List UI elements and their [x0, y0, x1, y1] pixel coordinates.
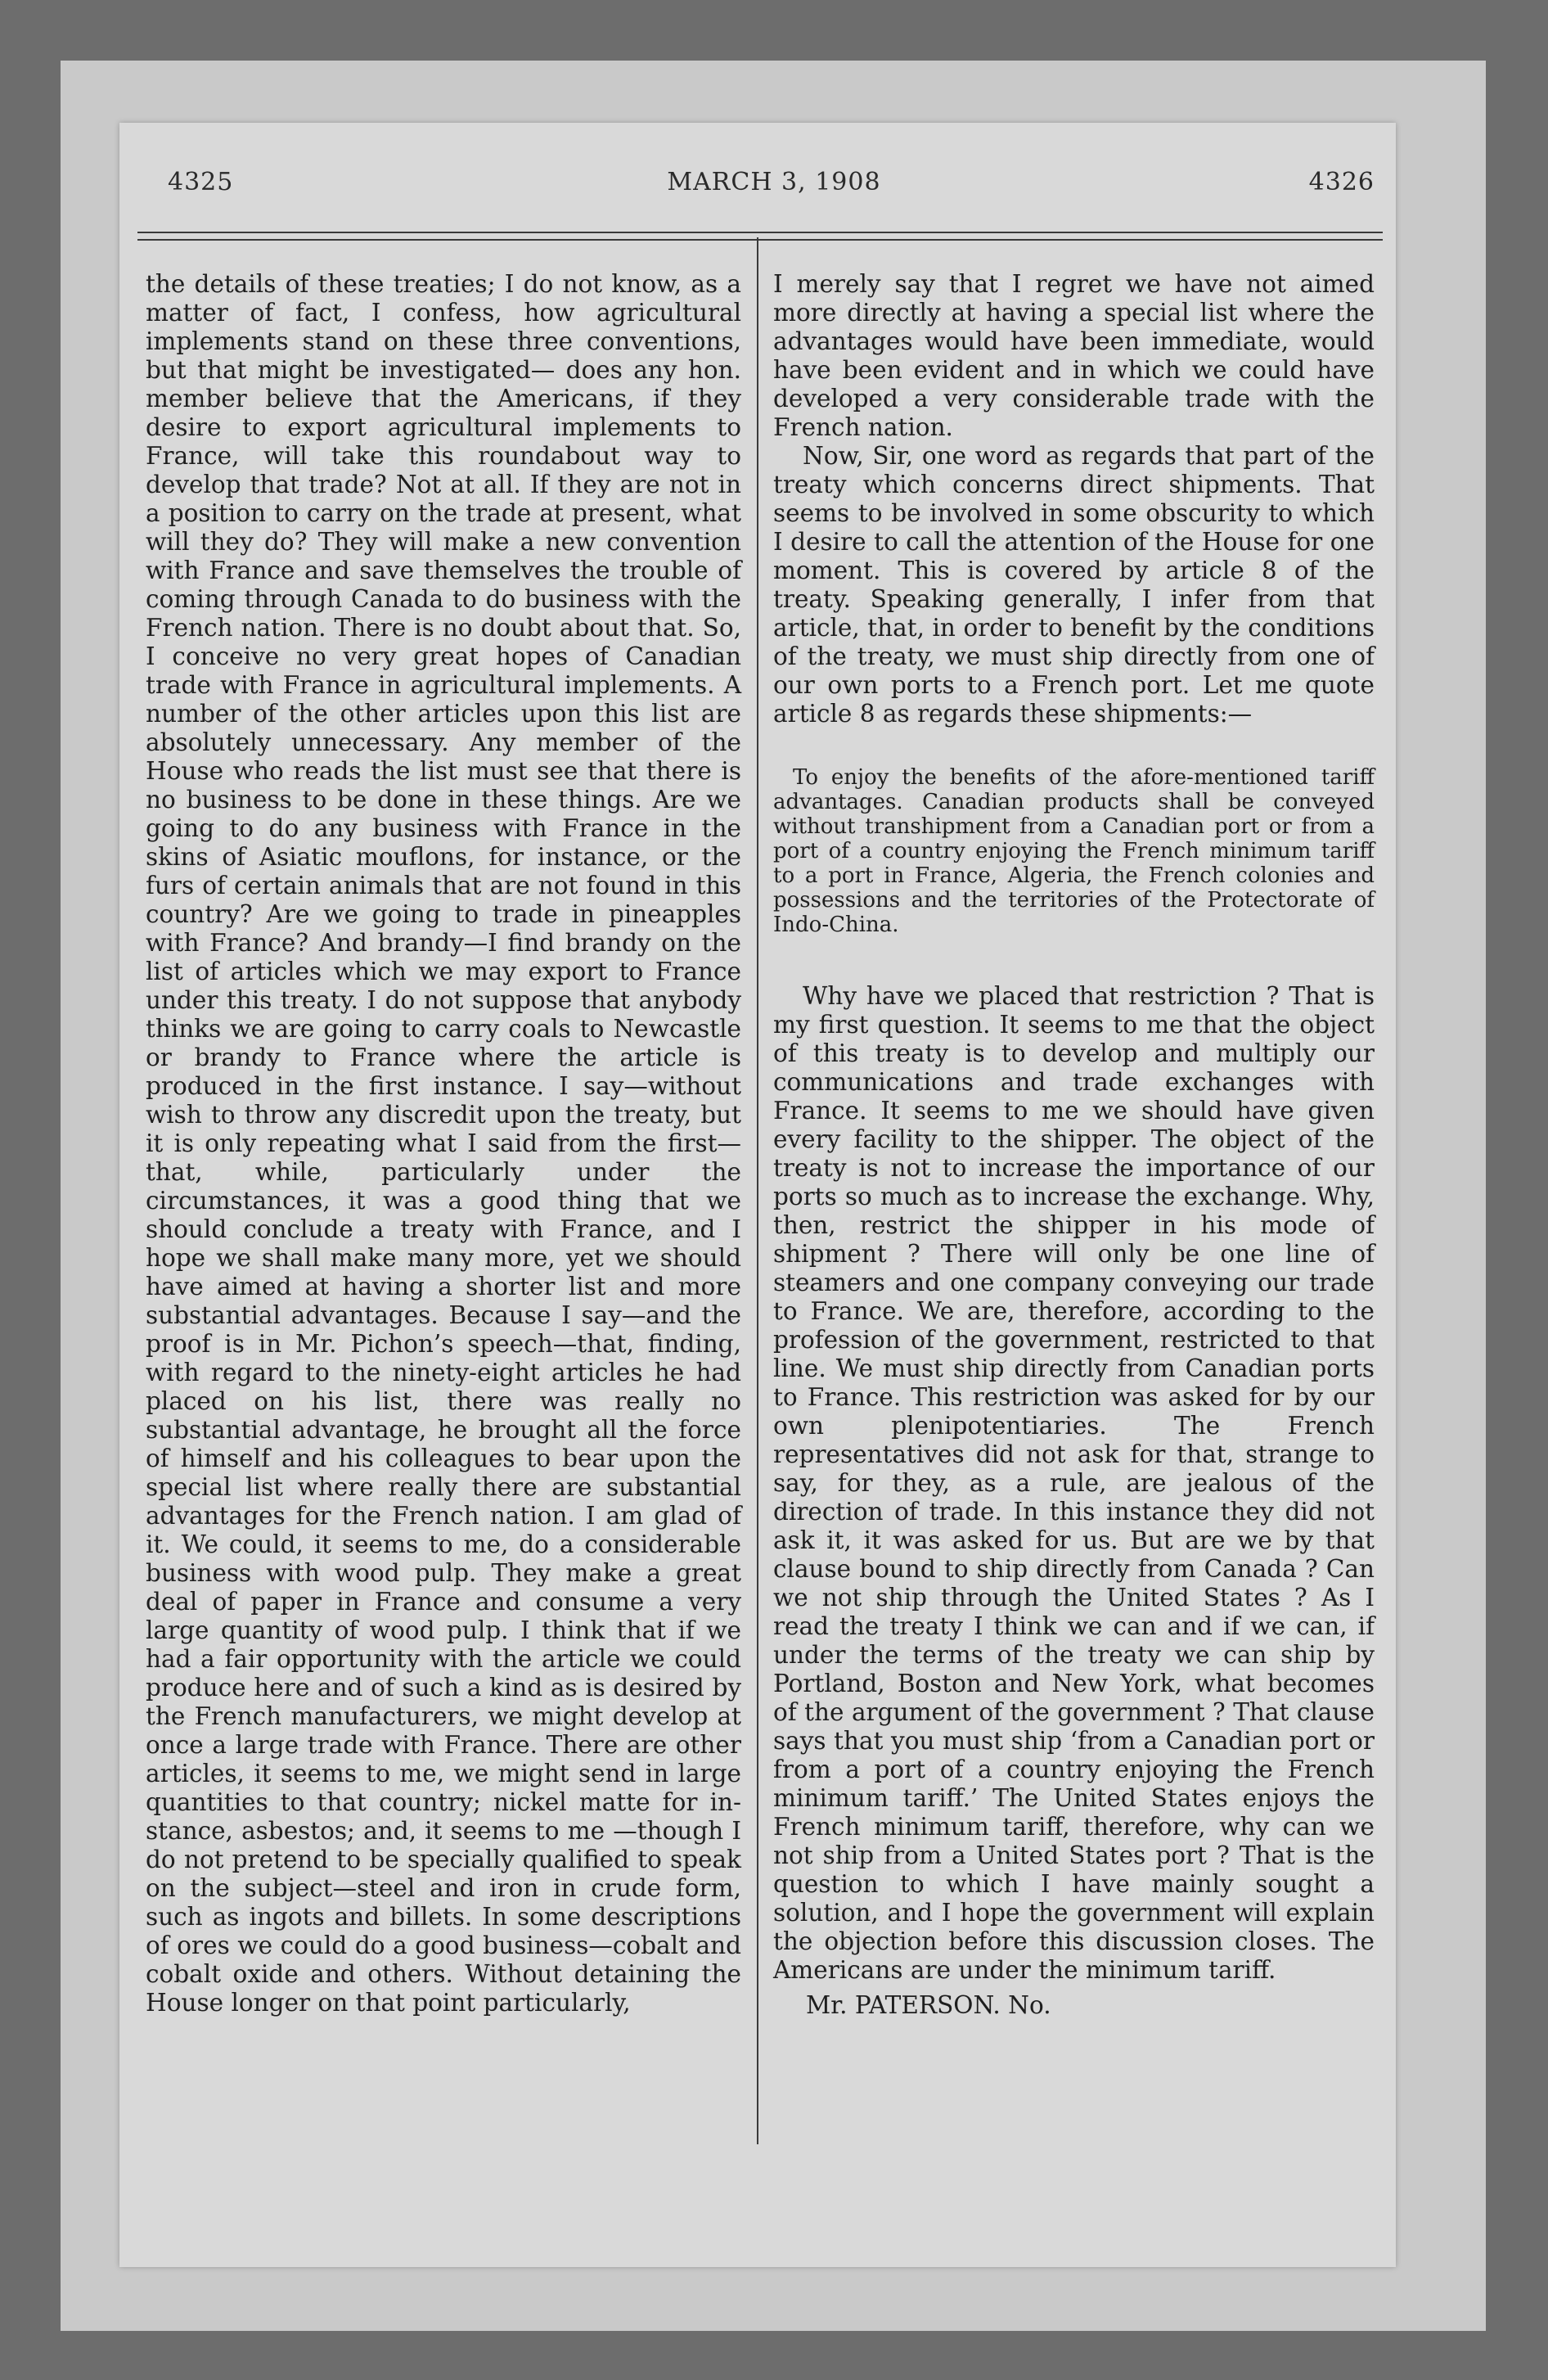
- treaty-quote: To enjoy the benefits of the afore-mentioned tariff advantages. Canadian products shall be conveyed without transhipment from a Canadian port or from a port of a country enjoying the French minimum tariff to a port in France, Algeria, the French colonies and possessions and the territories of the Protectorate of Indo-China.: [773, 765, 1375, 937]
- right-paragraph-2: Now, Sir, one word as regards that part of the treaty which concerns direct shipments. That seems to be involved in some obscurity to which I desire to call the attention of the House for one moment. This is covered by article 8 of the treaty. Speaking generally, I infer from that article, that, in order to benefit by the conditions of the treaty, we must ship directly from one of our own ports to a French port. Let me quote article 8 as regards these shipments:—: [773, 442, 1375, 728]
- speaker-line: Mr. PATERSON. No.: [806, 1991, 1051, 2019]
- right-paragraph-3: Why have we placed that restriction ? That is my first question. It seems to me that the object of this treaty is to develop and multiply our communications and trade exchanges with France. It seems to me we should have given every facility to the shipper. The object of the treaty is not to increase the importance of our ports so much as to increase the exchange. Why, then, restrict the shipper in his mode of shipment ? There will only be one line of steamers and one company conveying our trade to France. We are, therefore, according to the profession of the government, restricted to that line. We must ship directly from Canadian ports to France. This restriction was asked for by our own plenipotentiaries. The French representatives did not ask for that, strange to say, for they, as a rule, are jealous of the direction of trade. In this instance they did not ask it, it was asked for us. But are we by that clause bound to ship directly from Canada ? Can we not ship through the United States ? As I read the treaty I think we can and if we can, if under the terms of the treaty we can ship by Portland, Boston and New York, what becomes of the argument of the government ? That clause says that you must ship ‘from a Canadian port or from a port of a country enjoying the French minimum tariff.’ The United States enjoys the French minimum tariff, therefore, why can we not ship from a United States port ? That is the question to which I have mainly sought a solution, and I hope the government will explain the objection before this discussion closes. The Americans are under the minimum tariff.: [773, 982, 1375, 1984]
- page-date: MARCH 3, 1908: [667, 168, 881, 196]
- right-paragraph-1: I merely say that I regret we have not aimed more directly at having a special list where the advantages would have been immediate, would have been evident and in which we could have developed a very considerable trade with the French nation.: [773, 270, 1375, 441]
- header-rule-top: [137, 232, 1383, 233]
- column-divider: [757, 237, 758, 2144]
- left-paragraph: the details of these treaties; I do not know, as a matter of fact, I confess, how agricultural implements stand on these three conventions, but that might be investigated— does any hon. member believe that the Americans, if they desire to export agricultural implements to France, will take this roundabout way to develop that trade? Not at all. If they are not in a position to carry on the trade at present, what will they do? They will make a new convention with France and save themselves the trouble of coming through Canada to do business with the French nation. There is no doubt about that. So, I conceive no very great hopes of Canadian trade with France in agricultural implements. A number of the other articles upon this list are absolutely unnecessary. Any member of the House who reads the list must see that there is no business to be done in these things. Are we going to do any business with France in the skins of Asiatic mouflons, for instance, or the furs of certain animals that are not found in this country? Are we going to trade in pineapples with France? And brandy—I find brandy on the list of articles which we may export to France under this treaty. I do not suppose that anybody thinks we are going to carry coals to Newcastle or brandy to France where the article is produced in the first instance. I say—without wish to throw any discredit upon the treaty, but it is only repeating what I said from the first—that, while, particularly under the circumstances, it was a good thing that we should conclude a treaty with France, and I hope we shall make many more, yet we should have aimed at having a shorter list and more substantial advantages. Because I say—and the proof is in Mr. Pichon’s speech—that, finding, with regard to the ninety-eight articles he had placed on his list, there was really no substantial advantage, he brought all the force of himself and his colleagues to bear upon the special list where really there are substantial advantages for the French nation. I am glad of it. We could, it seems to me, do a considerable business with wood pulp. They make a great deal of paper in France and consume a very large quantity of wood pulp. I think that if we had a fair opportunity with the article we could produce here and of such a kind as is desired by the French manufacturers, we might develop at once a large trade with France. There are other articles, it seems to me, we might send in large quantities to that country; nickel matte for instance, asbestos; and, it seems to me —though I do not pretend to be specially qualified to speak on the subject—steel and iron in crude form, such as ingots and billets. In some descriptions of ores we could do a good business—cobalt and cobalt oxide and others. Without detaining the House longer on that point particularly,: [146, 270, 741, 2017]
- header-rule-bottom: [137, 239, 1383, 241]
- page-number-right: 4326: [1308, 168, 1375, 196]
- right-column: [773, 270, 1375, 2020]
- page-number-left: 4325: [168, 168, 234, 196]
- left-column: [146, 270, 741, 2017]
